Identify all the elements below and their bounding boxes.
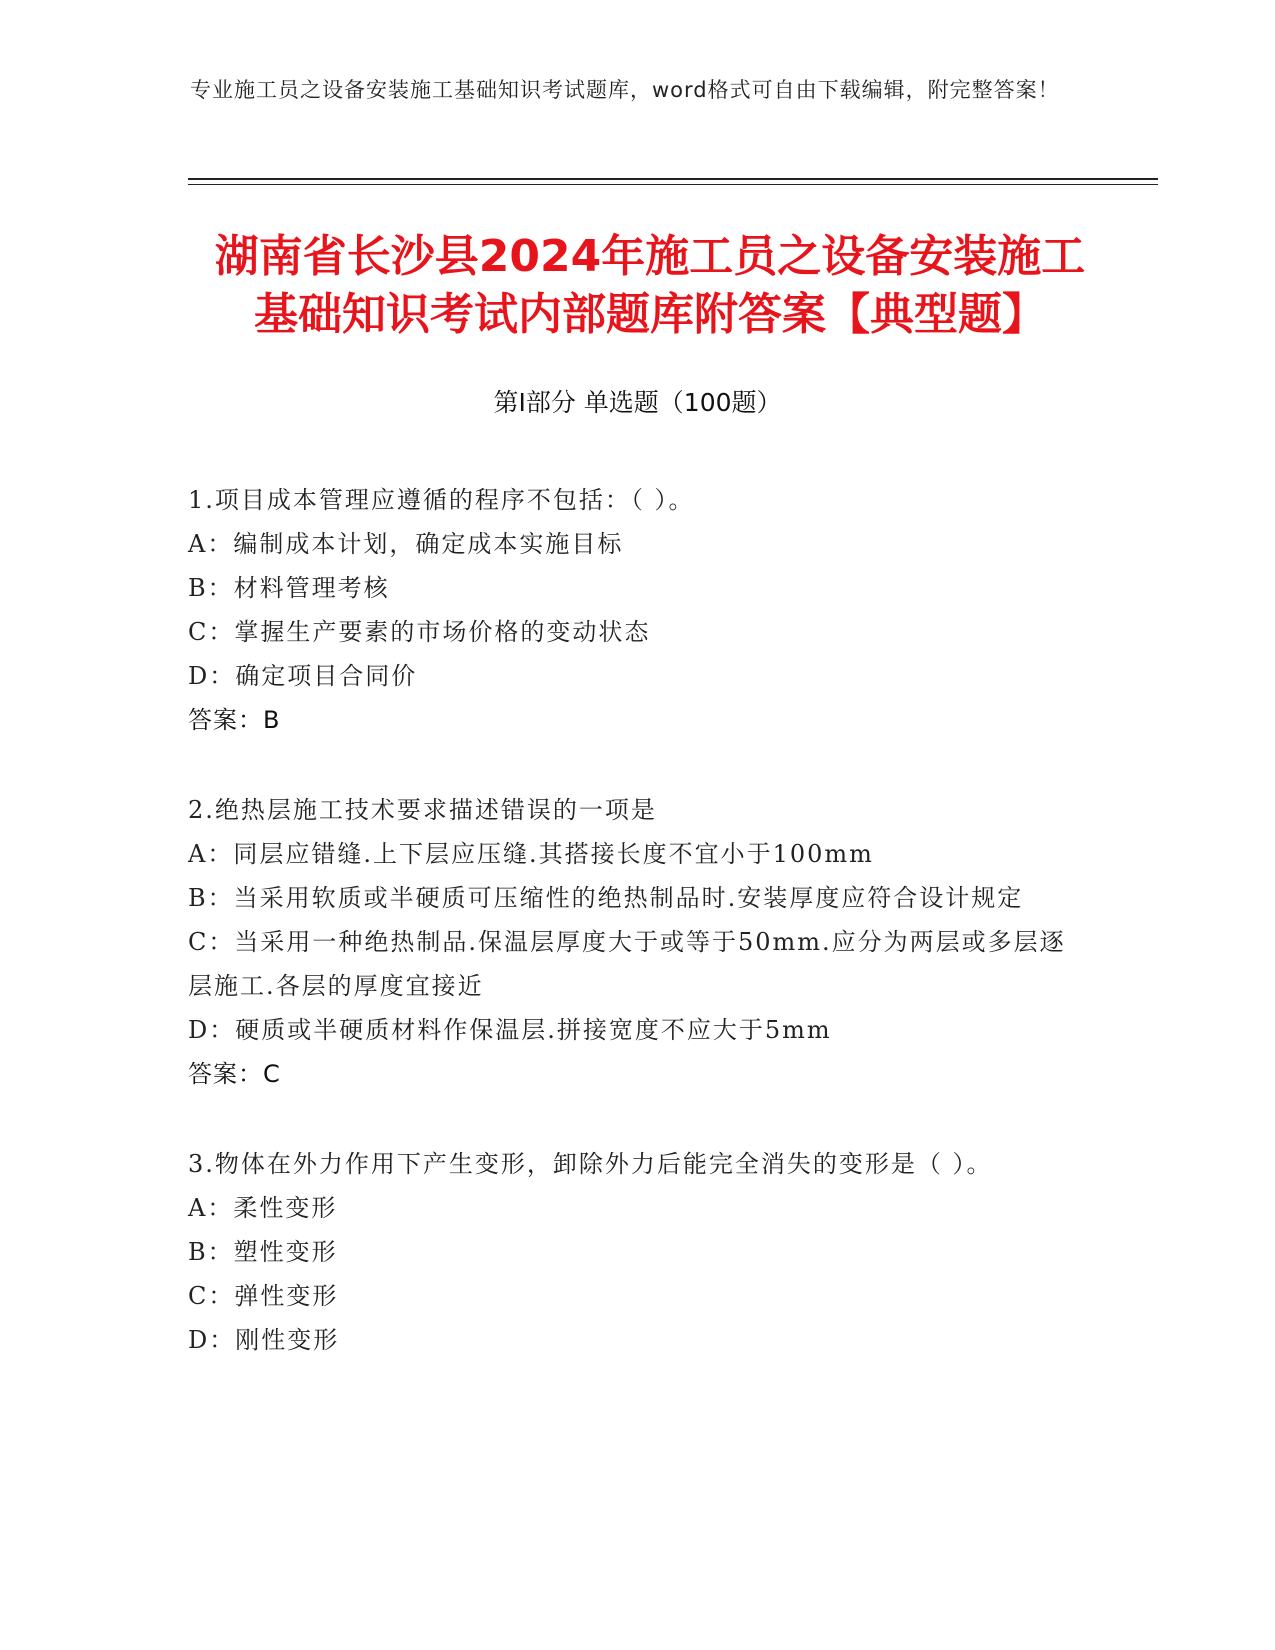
option-a: A：同层应错缝.上下层应压缝.其搭接长度不宜小于100mm [188, 840, 874, 868]
option-a: A：编制成本计划，确定成本实施目标 [188, 530, 624, 558]
question-2 [188, 788, 1088, 1096]
option-b: B：当采用软质或半硬质可压缩性的绝热制品时.安装厚度应符合设计规定 [188, 884, 1024, 912]
question-3 [188, 1142, 1088, 1362]
question-stem: 3.物体在外力作用下产生变形，卸除外力后能完全消失的变形是（ ）。 [188, 1150, 993, 1178]
option-d: D：确定项目合同价 [188, 662, 418, 690]
header-note: 专业施工员之设备安装施工基础知识考试题库，word格式可自由下载编辑，附完整答案！ [190, 78, 1060, 102]
document-title [170, 228, 1130, 344]
question-stem: 2.绝热层施工技术要求描述错误的一项是 [188, 796, 657, 824]
question-list [188, 478, 1088, 1408]
option-c: C：弹性变形 [188, 1282, 339, 1310]
answer: 答案：B [188, 706, 281, 734]
section-title: 第Ⅰ部分 单选题（100题） [493, 388, 782, 417]
option-a: A：柔性变形 [188, 1194, 338, 1222]
option-d: D：硬质或半硬质材料作保温层.拼接宽度不应大于5mm [188, 1016, 832, 1044]
header-divider-thick [188, 178, 1158, 180]
option-c: C：掌握生产要素的市场价格的变动状态 [188, 618, 651, 646]
option-d: D：刚性变形 [188, 1326, 340, 1354]
option-c: C：当采用一种绝热制品.保温层厚度大于或等于50mm.应分为两层或多层逐层施工.各层的厚度宜接近 [188, 928, 1066, 1000]
option-b: B：塑性变形 [188, 1238, 338, 1266]
option-b: B：材料管理考核 [188, 574, 390, 602]
question-stem: 1.项目成本管理应遵循的程序不包括：（ ）。 [188, 486, 695, 514]
header-divider-thin [188, 184, 1158, 185]
document-title-line-1: 湖南省长沙县2024年施工员之设备安装施工 [214, 231, 1086, 282]
document-title-line-2: 基础知识考试内部题库附答案【典型题】 [254, 289, 1046, 340]
answer: 答案：C [188, 1060, 281, 1088]
question-1 [188, 478, 1088, 742]
